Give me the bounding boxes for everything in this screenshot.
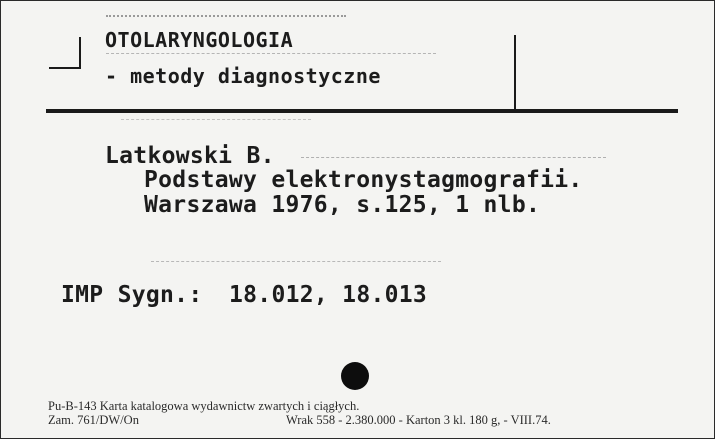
signature-value: 18.012, 18.013: [229, 282, 428, 308]
heading-subject: OTOLARYNGOLOGIA: [105, 28, 294, 52]
heading-subsubject: - metody diagnostyczne: [105, 64, 381, 88]
footer-line-2-right: Wrak 558 - 2.380.000 - Karton 3 kl. 180 g, - VIII.74.: [286, 413, 551, 427]
entry-title: Podstawy elektronystagmografii.: [144, 167, 583, 193]
faint-rule-marks: [121, 119, 311, 120]
horizontal-rule: [46, 109, 678, 113]
faint-mid-marks: [151, 261, 441, 262]
footer-line-2-left: Zam. 761/DW/On: [48, 413, 139, 427]
heading-underline-dashes: [106, 53, 436, 54]
punch-hole: [341, 362, 369, 390]
signature-label: IMP Sygn.:: [61, 282, 203, 308]
left-bracket-mark: [49, 37, 81, 69]
faint-top-marks: [106, 15, 346, 21]
entry-author: Latkowski B.: [105, 143, 275, 169]
entry-imprint: Warszawa 1976, s.125, 1 nlb.: [144, 192, 541, 218]
heading-right-divider: [514, 35, 516, 111]
author-dashes: [301, 157, 606, 158]
footer-line-1: Pu-B-143 Karta katalogowa wydawnictw zwartych i ciągłych.: [48, 399, 360, 413]
